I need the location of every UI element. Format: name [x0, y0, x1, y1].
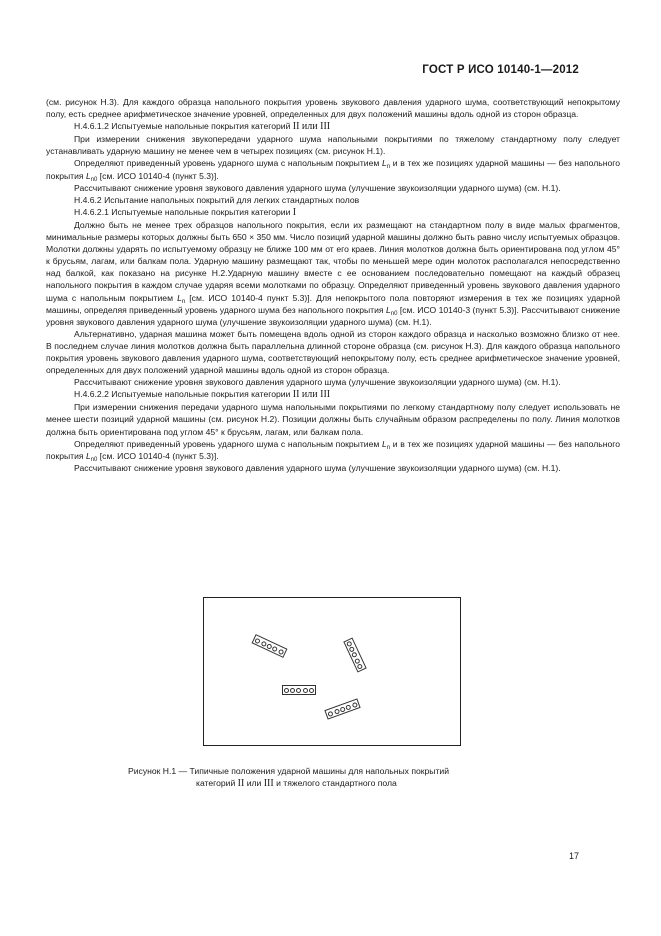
paragraph-p1: (см. рисунок Н.3). Для каждого образца напольного покрытия уровень звукового давления ударного шума, соответствующий непокрытому полу, есть среднее арифметическое значение уровней, определенных для двух положений машины вдоль одной из сторон образца.: [46, 97, 620, 120]
hammer-dot: [339, 706, 345, 712]
hammer-dot: [296, 688, 301, 693]
paragraph-p10: Рассчитывают снижение уровня звукового давления ударного шума (улучшение звукоизоляции ударного шума) (см. Н.1).: [74, 377, 561, 388]
hammer-dot: [345, 704, 351, 710]
body-text: [46, 96, 620, 474]
paragraph-p3: При измерении снижения звукопередачи ударного шума напольными покрытиями по тяжелому стандартному полу следует устанавливать ударную машину не менее чем в четырех позициях (см. рисунок Н.1).: [46, 134, 620, 157]
hammer-dot: [327, 710, 333, 716]
page-number: 17: [568, 851, 579, 861]
hammer-dot: [278, 648, 285, 655]
hammer-dot: [333, 708, 339, 714]
hammer-dot: [303, 688, 308, 693]
figure-caption-line2: категорий II или III и тяжелого стандартного пола: [196, 778, 397, 789]
figure-caption-line1: Рисунок Н.1 — Типичные положения ударной машины для напольных покрытий: [128, 766, 450, 776]
paragraph-p12: При измерении снижения передачи ударного шума напольными покрытиями по легкому стандартному полу следует использовать не менее шести позиций ударной машины (см. рисунок Н.2). Позиции должны быть случайным образом распределены по полу. Линия молотков должна быть ориентирована под углом 45° к брусьям, лагам, или балкам пола.: [46, 402, 620, 437]
figure-floor-diagram: [203, 597, 461, 746]
paragraph-p11: Н.4.6.2.2 Испытуемые напольные покрытия категории II или III: [74, 389, 331, 401]
hammer-dot: [284, 688, 289, 693]
paragraph-p14: Рассчитывают снижение уровня звукового давления ударного шума (улучшение звукоизоляции ударного шума) (см. Н.1).: [74, 462, 561, 473]
paragraph-p13: Определяют приведенный уровень ударного шума с напольным покрытием $L_n$ и в тех же позициях ударной машины — без напольного покрытия $L_{n0}$ [см. ИСО 10140-4 (пункт 5.3)].: [46, 438, 620, 463]
tapping-machine-4: [324, 698, 360, 719]
tapping-machine-1: [252, 634, 288, 658]
hammer-dot: [309, 688, 314, 693]
paragraph-p6: Н.4.6.2 Испытание напольных покрытий для легких стандартных полов: [74, 194, 360, 205]
paragraph-p9: Альтернативно, ударная машина может быть помещена вдоль одной из сторон каждого образца и насколько возможно близко от нее. В последнем случае линия молотков должна быть параллельна длинной стороне образца (см. рисунок Н.3). Для каждого образца напольного покрытия уровень звукового давления ударного шума, соответствующий непокрытому полу, есть среднее арифметическое значение уровней, определенных для двух положений ударной машины вдоль одной из сторон образца.: [46, 328, 620, 376]
tapping-machine-2: [343, 637, 366, 672]
paragraph-p7: Н.4.6.2.1 Испытуемые напольные покрытия категории I: [74, 206, 297, 218]
tapping-machine-3: [282, 685, 316, 695]
paragraph-p2: Н.4.6.1.2 Испытуемые напольные покрытия категорий II или III: [74, 121, 331, 133]
hammer-dot: [290, 688, 295, 693]
paragraph-p8: Должно быть не менее трех образцов напольного покрытия, если их размещают на стандартном полу в виде малых фрагментов, минимальные размеры которых должны быть 650 × 350 мм. Число позиций ударной машины должно быть равно числу испытуемых образцов. Молотки должны ударять по испытуемому образцу не ближе 100 мм от его краев. Линия молотков должна быть ориентирована под углом 45° к брусьям, лагам, или балкам пола. Ударную машину размещают так, чтобы по меньшей мере один молоток располагался непосредственно над балкой, как показано на рисунке Н.2.Ударную машину вместе с ее основанием последовательно помещают на каждый образец напольного покрытия в каждом случае ударяя всеми молотками по образцу. Определяют приведенный уровень звукового давления ударного шума с напольным покрытием $L_n$ [см. ИСО 10140-4 пункт 5.3)]. Для непокрытого пола повторяют измерения в тех же позициях ударной машины, определяя приведенный уровень ударного шума без напольного покрытия $L_{n0}$ [см. ИСО 10140-3 (пункт 5.3)]. Рассчитывают снижение уровня звукового давления ударного шума (улучшение звукоизоляции ударного шума) (см. Н.1).: [46, 219, 621, 327]
document-code-header: ГОСТ Р ИСО 10140-1—2012: [422, 64, 579, 76]
paragraph-p4: Определяют приведенный уровень ударного шума с напольным покрытием $L_n$ и в тех же позициях ударной машины — без напольного покрытия $L_{n0}$ [см. ИСО 10140-4 (пункт 5.3)].: [46, 158, 620, 183]
hammer-dot: [351, 701, 357, 707]
hammer-dot: [357, 663, 364, 670]
figure-caption: [128, 765, 548, 790]
paragraph-p5: Рассчитывают снижение уровня звукового давления ударного шума (улучшение звукоизоляции ударного шума) (см. Н.1).: [74, 182, 561, 193]
